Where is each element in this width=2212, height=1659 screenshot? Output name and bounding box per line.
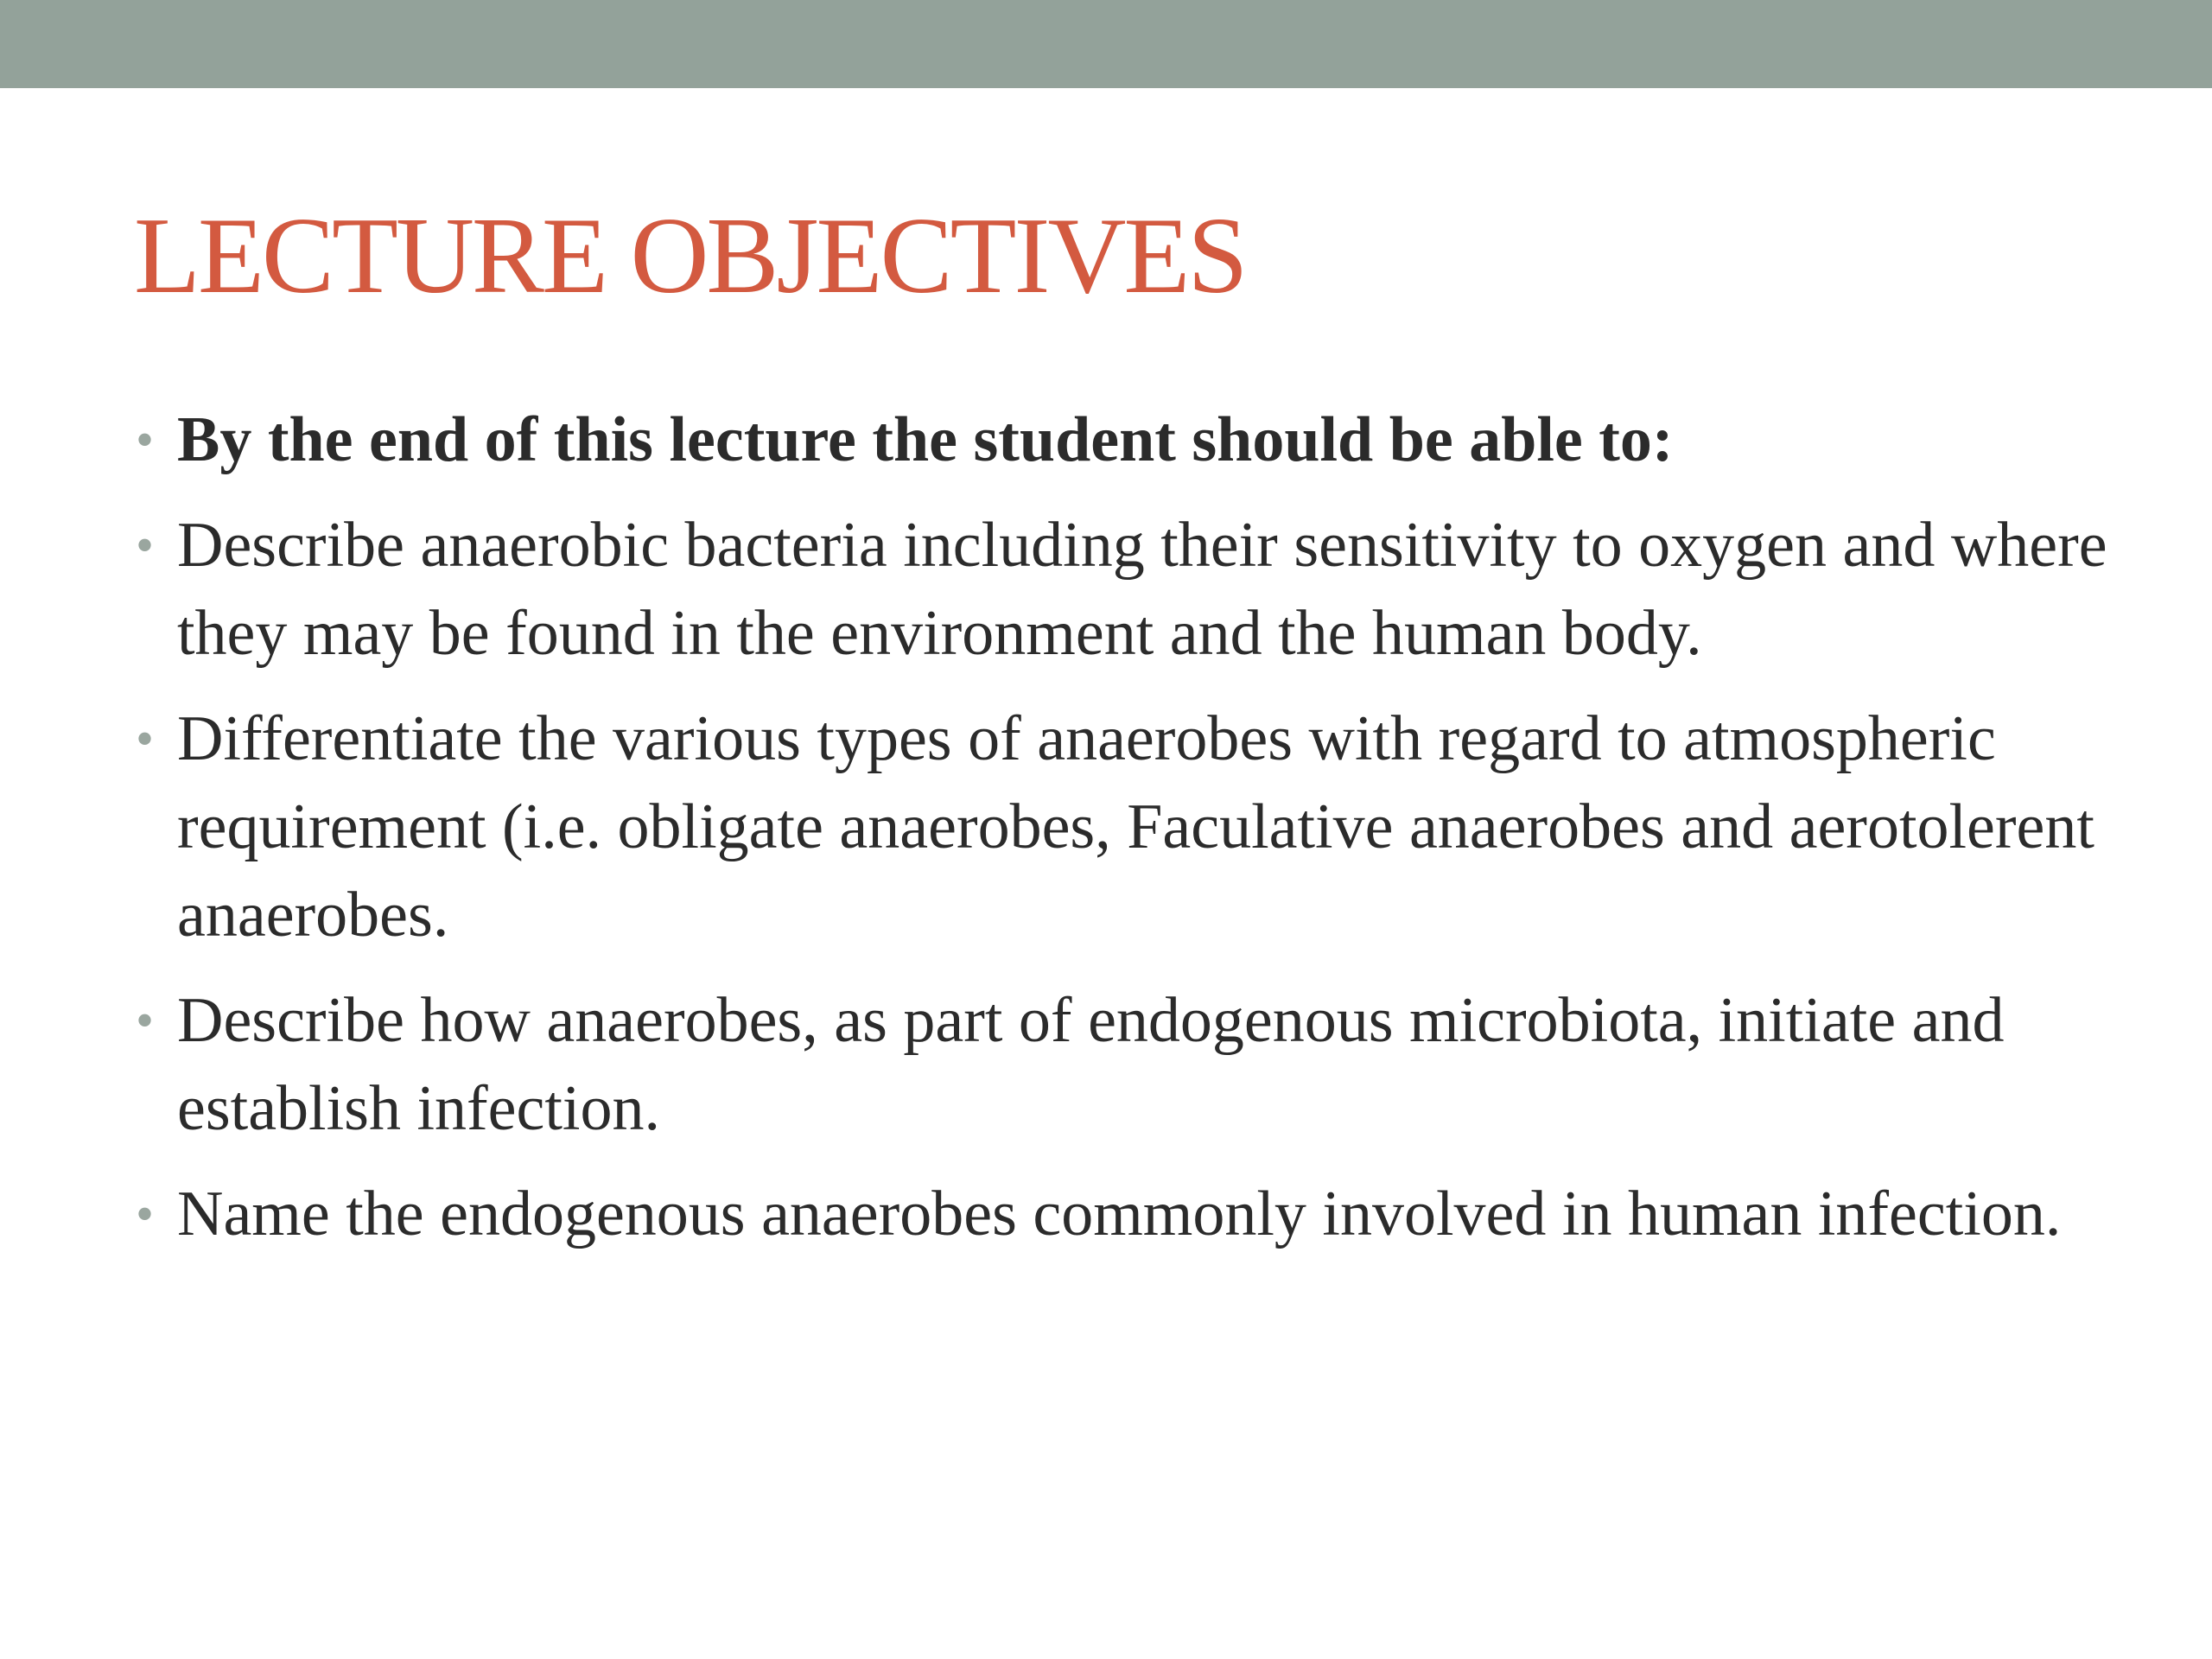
bullet-marker: • xyxy=(136,710,155,767)
slide-title: LECTURE OBJECTIVES xyxy=(134,196,1246,316)
bullet-item xyxy=(134,976,2121,1153)
bullet-item xyxy=(134,1170,2121,1258)
bullet-marker: • xyxy=(136,517,155,574)
bullet-text: By the end of this lecture the student should be able to: xyxy=(177,404,1674,475)
bullet-list xyxy=(134,396,2121,1275)
bullet-item xyxy=(134,396,2121,484)
bullet-text: Describe how anaerobes, as part of endogenous microbiota, initiate and establish infection. xyxy=(177,985,2005,1144)
bullet-marker: • xyxy=(136,1185,155,1243)
bullet-item xyxy=(134,501,2121,677)
bullet-text: Describe anaerobic bacteria including their sensitivity to oxygen and where they may be found in the environment and the human body. xyxy=(177,510,2107,669)
bullet-item xyxy=(134,695,2121,959)
bullet-marker: • xyxy=(136,411,155,468)
bullet-text: Differentiate the various types of anaerobes with regard to atmospheric requirement (i.e. obligate anaerobes, Faculative anaerobes and aerotolerent anaerobes. xyxy=(177,703,2094,950)
slide-top-bar xyxy=(0,0,2212,88)
bullet-marker: • xyxy=(136,992,155,1049)
bullet-text: Name the endogenous anaerobes commonly involved in human infection. xyxy=(177,1179,2062,1249)
